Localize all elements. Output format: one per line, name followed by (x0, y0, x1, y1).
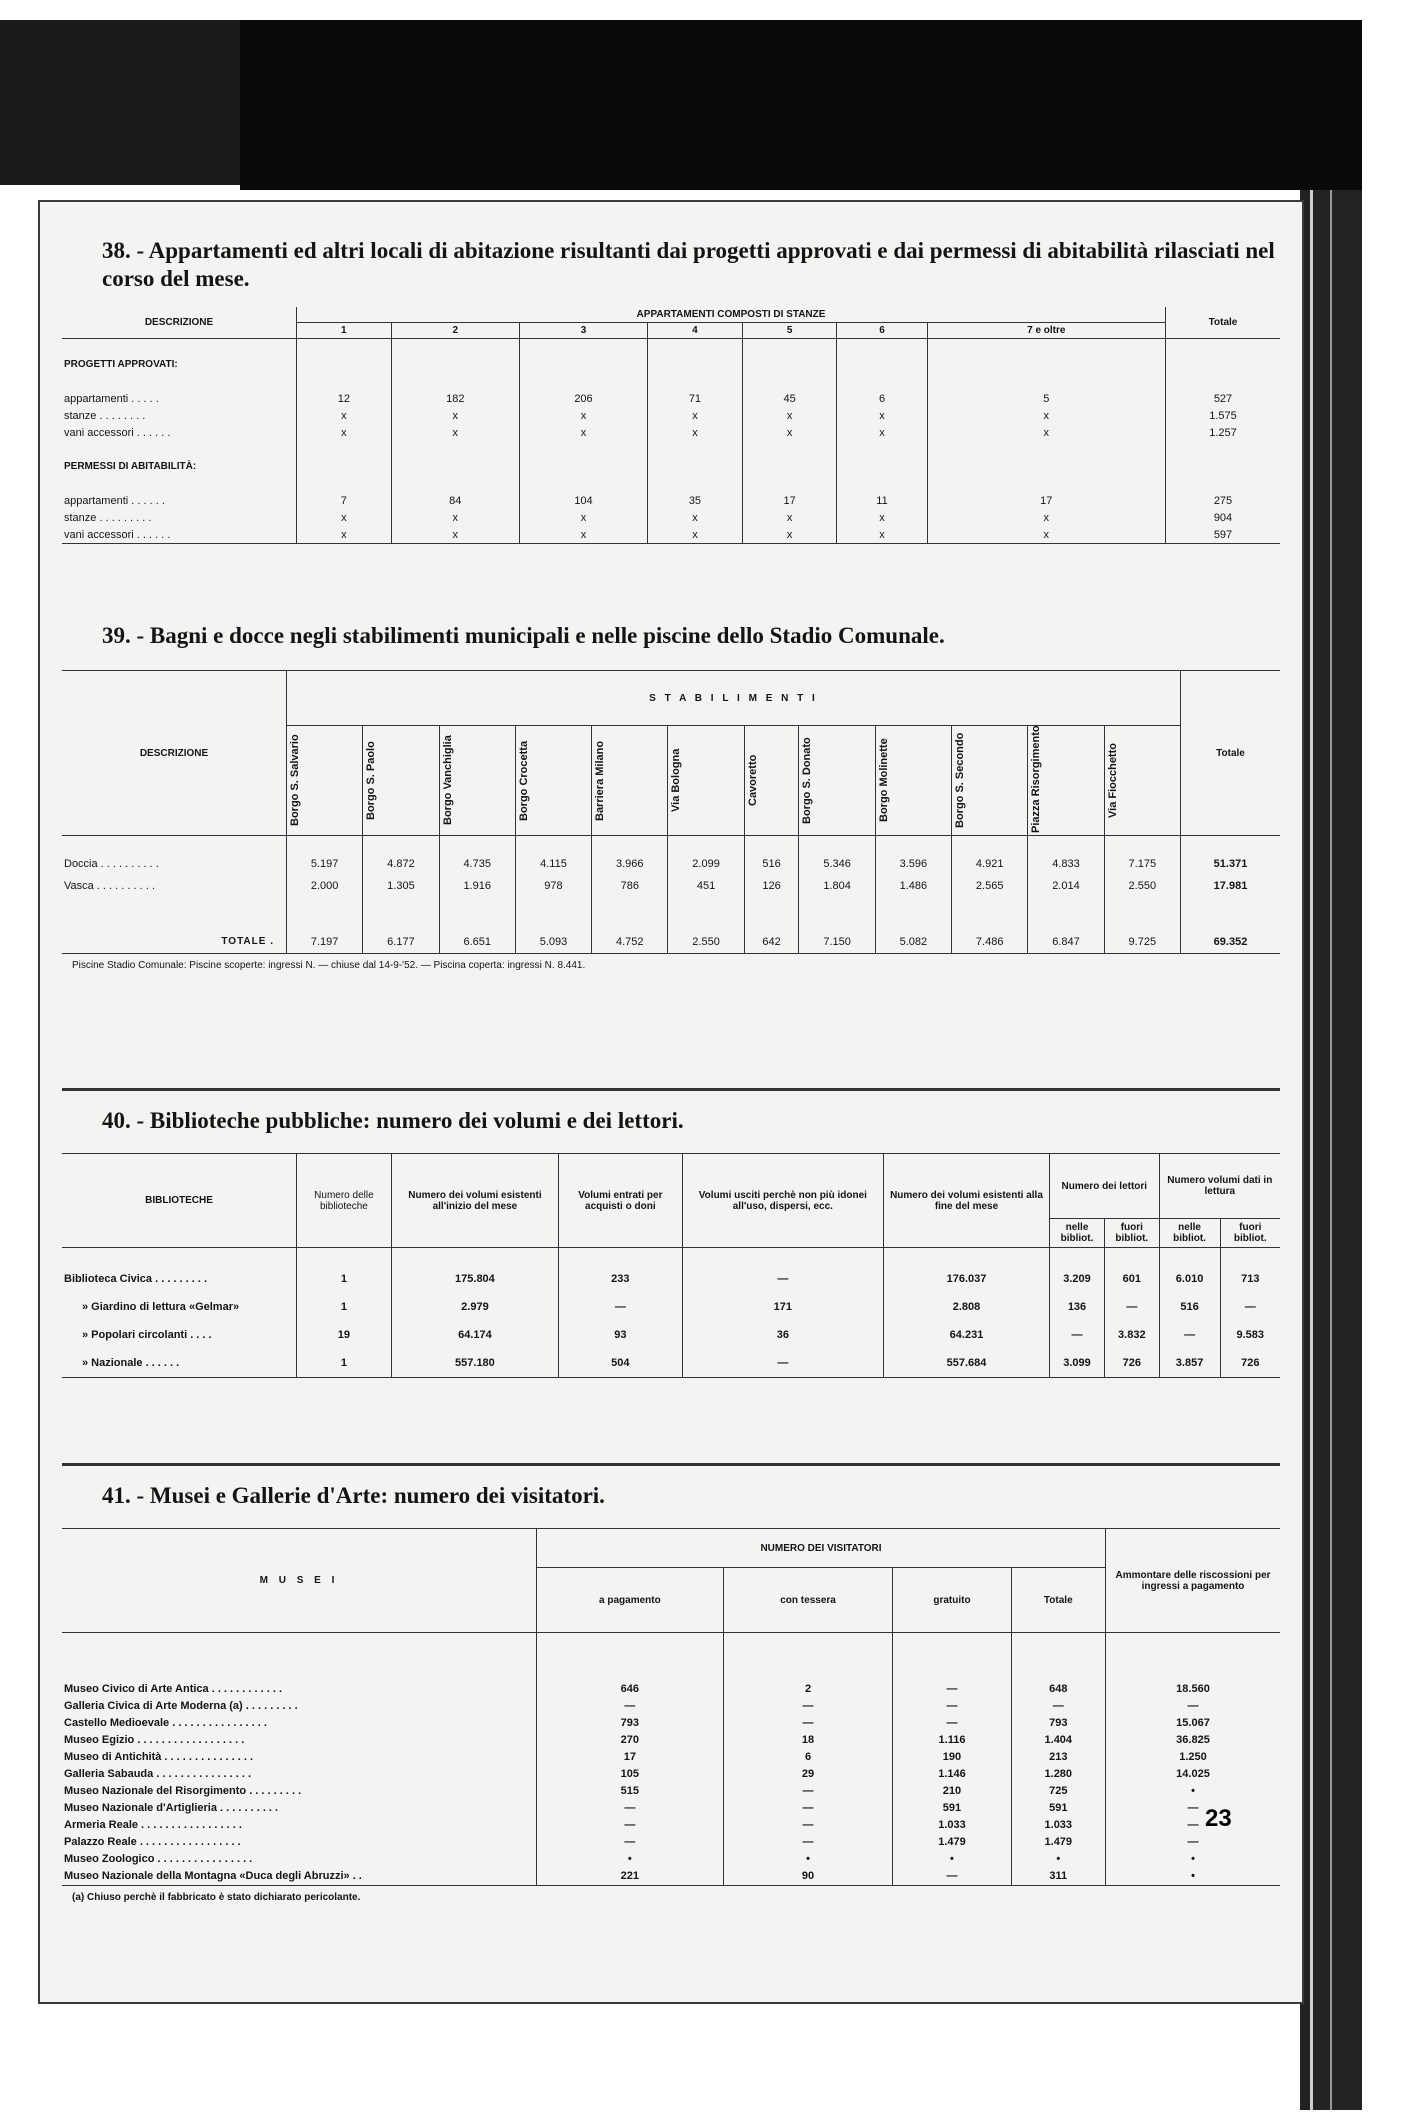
cell: 5.346 (799, 853, 875, 875)
cell: x (391, 509, 519, 526)
table-row (62, 1715, 1280, 1732)
cell: x (927, 509, 1165, 526)
col-header: 2 (391, 323, 519, 339)
cell: x (742, 509, 837, 526)
header-fuori: fuori bibliot. (1105, 1219, 1160, 1248)
cell: 4.735 (439, 853, 515, 875)
cell: x (837, 526, 927, 544)
col-header: 6 (837, 323, 927, 339)
cell: 2.014 (1028, 875, 1104, 897)
row-label: appartamenti . . . . . . (64, 494, 165, 507)
cell: 36 (682, 1321, 883, 1349)
cell-total: 69.352 (1181, 931, 1281, 953)
cell: 36.825 (1106, 1732, 1281, 1749)
row-label: Castello Medioevale . . . . . . . . . . . . . . . . (64, 1717, 267, 1729)
row-label: » Nazionale . . . . . . (82, 1356, 180, 1369)
cell: 35 (648, 492, 743, 509)
note-41: (a) Chiuso perchè il fabbricato è stato dichiarato pericolante. (72, 1891, 361, 1903)
header-nelle: nelle bibliot. (1159, 1219, 1220, 1248)
cell: 504 (559, 1349, 683, 1377)
cell: 601 (1105, 1265, 1160, 1293)
table-row (62, 1349, 1280, 1377)
header-totale: Totale (1166, 307, 1281, 339)
cell: 1.033 (1011, 1817, 1105, 1834)
cell: 6 (837, 390, 927, 407)
col-header: Cavoretto (746, 754, 759, 807)
cell: 7.150 (799, 931, 875, 953)
cell: 1.804 (799, 875, 875, 897)
page-number: 23 (1205, 1805, 1232, 1832)
cell: 9.725 (1104, 931, 1180, 953)
cell: 3.596 (875, 853, 951, 875)
group-title: PERMESSI DI ABITABILITÀ: (64, 461, 197, 472)
divider (62, 1463, 1280, 1466)
cell: 1 (297, 1265, 392, 1293)
cell: 3.099 (1049, 1349, 1104, 1377)
section-40-title: 40. - Biblioteche pubbliche: numero dei volumi e dei lettori. (102, 1108, 684, 1133)
cell: 190 (893, 1749, 1011, 1766)
cell: 17 (742, 492, 837, 509)
cell-total: 51.371 (1181, 853, 1281, 875)
cell: 1.116 (893, 1732, 1011, 1749)
cell: — (723, 1817, 893, 1834)
cell: 7.175 (1104, 853, 1180, 875)
section-38-title: 38. - Appartamenti ed altri locali di abitazione risultanti dai progetti approvati e dai permessi di abitabilità rilasciati nel corso del mese. (102, 238, 1275, 291)
cell: 7 (297, 492, 392, 509)
cell: x (391, 526, 519, 544)
cell: • (893, 1851, 1011, 1868)
section-39-title: 39. - Bagni e docce negli stabilimenti municipali e nelle piscine dello Stadio Comunale. (102, 623, 945, 648)
col-header: Borgo S. Salvario (289, 734, 301, 827)
cell: 591 (893, 1800, 1011, 1817)
cell: — (559, 1293, 683, 1321)
cell: 1.305 (363, 875, 439, 897)
cell: x (927, 407, 1165, 424)
header-descrizione: DESCRIZIONE (144, 317, 214, 328)
col-header: Borgo Molinette (877, 738, 890, 823)
row-label: » Popolari circolanti . . . . (82, 1329, 212, 1341)
cell: 4.872 (363, 853, 439, 875)
cell: — (1011, 1698, 1105, 1715)
row-label: Biblioteca Civica . . . . . . . . . (64, 1273, 208, 1285)
cell: x (519, 424, 647, 441)
cell: — (537, 1834, 724, 1851)
cell: 210 (893, 1783, 1011, 1800)
cell: 591 (1011, 1800, 1105, 1817)
row-label: appartamenti . . . . . (64, 392, 159, 405)
cell: x (742, 424, 837, 441)
header-totale: Totale (1011, 1568, 1105, 1633)
cell: — (723, 1783, 893, 1800)
col-header: Via Fiocchetto (1106, 743, 1119, 818)
table-row (62, 1834, 1280, 1851)
table-40 (62, 1153, 1280, 1378)
cell: 104 (519, 492, 647, 509)
cell: x (837, 424, 927, 441)
cell: 221 (537, 1868, 724, 1886)
cell: 1.479 (893, 1834, 1011, 1851)
cell: 786 (592, 875, 668, 897)
cell: 45 (742, 390, 837, 407)
cell: x (648, 424, 743, 441)
cell: 93 (559, 1321, 683, 1349)
cell: 213 (1011, 1749, 1105, 1766)
section-41-title: 41. - Musei e Gallerie d'Arte: numero dei visitatori. (102, 1483, 605, 1508)
cell: • (1106, 1868, 1281, 1886)
cell: 6 (723, 1749, 893, 1766)
header-ammontare: Ammontare delle riscossioni per ingressi a pagamento (1106, 1529, 1281, 1633)
row-label: Galleria Sabauda . . . . . . . . . . . . . . . . (64, 1768, 252, 1780)
col-header: Borgo Vanchiglia (441, 735, 454, 826)
table-row (62, 526, 1280, 544)
table-row (62, 853, 1280, 875)
cell: — (537, 1800, 724, 1817)
total-row (62, 931, 1280, 953)
cell: x (519, 526, 647, 544)
cell: 516 (744, 853, 799, 875)
cell: — (723, 1715, 893, 1732)
header-visitatori: NUMERO DEI VISITATORI (537, 1529, 1106, 1568)
col-header: Via Bologna (670, 748, 683, 813)
cell: — (723, 1800, 893, 1817)
cell: x (297, 407, 392, 424)
cell: 105 (537, 1766, 724, 1783)
cell: 171 (682, 1293, 883, 1321)
table-row (62, 1698, 1280, 1715)
header-biblioteche: BIBLIOTECHE (145, 1195, 213, 1206)
cell: 1.033 (893, 1817, 1011, 1834)
table-row (62, 1800, 1280, 1817)
cell: • (1106, 1851, 1281, 1868)
cell: 1 (297, 1293, 392, 1321)
header-pagamento: a pagamento (537, 1568, 724, 1633)
row-label: Museo Nazionale del Risorgimento . . . . . . . . . (64, 1785, 302, 1797)
cell: 18 (723, 1732, 893, 1749)
row-label: Museo di Antichità . . . . . . . . . . . . . . . (64, 1751, 254, 1763)
row-label: Vasca . . . . . . . . . . (64, 880, 155, 892)
cell: • (1011, 1851, 1105, 1868)
cell: 12 (297, 390, 392, 407)
cell: — (1159, 1321, 1220, 1349)
table-row (62, 1851, 1280, 1868)
header-appartamenti: APPARTAMENTI COMPOSTI DI STANZE (297, 307, 1166, 323)
cell: 515 (537, 1783, 724, 1800)
table-row (62, 1265, 1280, 1293)
table-row (62, 875, 1280, 897)
cell: x (837, 407, 927, 424)
cell: 1.146 (893, 1766, 1011, 1783)
header-fuori: fuori bibliot. (1220, 1219, 1280, 1248)
cell: — (723, 1834, 893, 1851)
table-row (62, 1749, 1280, 1766)
cell: — (1106, 1800, 1281, 1817)
row-label: stanze . . . . . . . . . (64, 511, 152, 524)
cell: 17 (537, 1749, 724, 1766)
cell: 1.250 (1106, 1749, 1281, 1766)
cell: 2.979 (391, 1293, 558, 1321)
cell: — (537, 1817, 724, 1834)
col-header: Barriera Milano (594, 740, 607, 821)
header-tessera: con tessera (723, 1568, 893, 1633)
cell: 725 (1011, 1783, 1105, 1800)
cell: 5.093 (515, 931, 591, 953)
cell: 646 (537, 1681, 724, 1698)
cell: 182 (391, 390, 519, 407)
cell: 270 (537, 1732, 724, 1749)
cell: x (391, 424, 519, 441)
cell: 726 (1105, 1349, 1160, 1377)
table-row (62, 407, 1280, 424)
cell: 6.847 (1028, 931, 1104, 953)
col-header: 1 (297, 323, 392, 339)
row-label: stanze . . . . . . . . (64, 409, 146, 422)
cell: 206 (519, 390, 647, 407)
section-40 (62, 1082, 1280, 1378)
note-39: Piscine Stadio Comunale: Piscine scoperte: ingressi N. — chiuse dal 14-9-'52. — Piscina coperta: ingressi N. 8.441. (72, 959, 586, 971)
row-label: vani accessori . . . . . . (64, 528, 171, 541)
row-label: vani accessori . . . . . . (64, 426, 171, 439)
cell: — (1106, 1834, 1281, 1851)
cell: 4.752 (592, 931, 668, 953)
cell: 1.916 (439, 875, 515, 897)
table-39 (62, 670, 1280, 954)
row-label: Galleria Civica di Arte Moderna (a) . . . . . . . . . (64, 1700, 298, 1712)
row-label: Palazzo Reale . . . . . . . . . . . . . . . . . (64, 1836, 241, 1848)
cell: 64.231 (884, 1321, 1050, 1349)
cell: 1 (297, 1349, 392, 1377)
cell: 2.099 (668, 853, 744, 875)
header-totale: Totale (1181, 671, 1281, 836)
cell: 175.804 (391, 1265, 558, 1293)
cell-total: 527 (1166, 390, 1281, 407)
cell-total: 904 (1166, 509, 1281, 526)
cell: 793 (1011, 1715, 1105, 1732)
table-row (62, 492, 1280, 509)
cell: — (537, 1698, 724, 1715)
section-39 (62, 622, 1280, 971)
row-label: Doccia . . . . . . . . . . (64, 858, 159, 870)
table-38 (62, 307, 1280, 544)
cell-total: 1.257 (1166, 424, 1281, 441)
cell: — (1105, 1293, 1160, 1321)
table-row (62, 1817, 1280, 1834)
cell: 1.280 (1011, 1766, 1105, 1783)
table-row (62, 1766, 1280, 1783)
header-vol-in: Volumi entrati per acquisti o doni (559, 1154, 683, 1248)
cell: 7.197 (287, 931, 363, 953)
row-label: Museo Zoologico . . . . . . . . . . . . . . . . (64, 1853, 253, 1865)
cell: 2.000 (287, 875, 363, 897)
row-label: Museo Civico di Arte Antica . . . . . . . . . . . . (64, 1683, 283, 1695)
group-title: PROGETTI APPROVATI: (64, 359, 178, 370)
cell: • (537, 1851, 724, 1868)
cell: 557.180 (391, 1349, 558, 1377)
cell: 233 (559, 1265, 683, 1293)
cell: 713 (1220, 1265, 1280, 1293)
cell: 557.684 (884, 1349, 1050, 1377)
divider (62, 1088, 1280, 1091)
col-header: 4 (648, 323, 743, 339)
cell: 3.832 (1105, 1321, 1160, 1349)
cell: 1.486 (875, 875, 951, 897)
cell: — (893, 1715, 1011, 1732)
cell: x (391, 407, 519, 424)
header-numero: Numero delle biblioteche (297, 1154, 392, 1248)
cell: 726 (1220, 1349, 1280, 1377)
table-row (62, 1293, 1280, 1321)
table-row (62, 1783, 1280, 1800)
cell: • (1106, 1783, 1281, 1800)
col-header: Borgo S. Secondo (954, 732, 967, 829)
cell: x (742, 407, 837, 424)
header-dati: Numero volumi dati in lettura (1159, 1154, 1280, 1219)
table-row (62, 509, 1280, 526)
cell: 4.115 (515, 853, 591, 875)
cell: 642 (744, 931, 799, 953)
col-header: Piazza Risorgimento (1030, 725, 1043, 833)
cell: 5 (927, 390, 1165, 407)
cell: 84 (391, 492, 519, 509)
table-row (62, 1868, 1280, 1886)
cell: x (648, 526, 743, 544)
cell: x (297, 526, 392, 544)
cell: x (648, 509, 743, 526)
cell: 6.010 (1159, 1265, 1220, 1293)
cell: x (519, 407, 647, 424)
cell: x (837, 509, 927, 526)
cell: 14.025 (1106, 1766, 1281, 1783)
col-header: 3 (519, 323, 647, 339)
cell: 64.174 (391, 1321, 558, 1349)
cell: 311 (1011, 1868, 1105, 1886)
cell: — (682, 1349, 883, 1377)
cell: 2.550 (668, 931, 744, 953)
col-header: Borgo S. Donato (801, 737, 814, 824)
cell: 18.560 (1106, 1681, 1281, 1698)
cell: x (742, 526, 837, 544)
row-label: Museo Egizio . . . . . . . . . . . . . . . . . . (64, 1734, 245, 1746)
header-stabilimenti: S T A B I L I M E N T I (287, 671, 1181, 726)
cell: x (519, 509, 647, 526)
cell: — (723, 1698, 893, 1715)
col-header: Borgo Crocetta (517, 740, 530, 821)
table-row (62, 1321, 1280, 1349)
row-label: Museo Nazionale della Montagna «Duca degli Abruzzi» . . (64, 1870, 362, 1882)
cell: 1.479 (1011, 1834, 1105, 1851)
cell: 126 (744, 875, 799, 897)
cell: 2.565 (952, 875, 1028, 897)
cell: 2.550 (1104, 875, 1180, 897)
cell: 4.833 (1028, 853, 1104, 875)
cell: 978 (515, 875, 591, 897)
col-header: 5 (742, 323, 837, 339)
table-row (62, 1681, 1280, 1698)
cell: 1.404 (1011, 1732, 1105, 1749)
cell: 136 (1049, 1293, 1104, 1321)
total-label: TOTALE . (221, 936, 274, 948)
header-descrizione: DESCRIZIONE (139, 747, 209, 759)
cell-total: 597 (1166, 526, 1281, 544)
cell-total: 1.575 (1166, 407, 1281, 424)
cell: 15.067 (1106, 1715, 1281, 1732)
cell: 793 (537, 1715, 724, 1732)
row-label: Armeria Reale . . . . . . . . . . . . . . . . . (64, 1819, 242, 1831)
cell: — (893, 1698, 1011, 1715)
cell: 17 (927, 492, 1165, 509)
col-header: 7 e oltre (927, 323, 1165, 339)
header-vol-end: Numero dei volumi esistenti alla fine del mese (884, 1154, 1050, 1248)
header-nelle: nelle bibliot. (1049, 1219, 1104, 1248)
header-lettori: Numero dei lettori (1049, 1154, 1159, 1219)
section-38 (62, 237, 1280, 544)
header-vol-out: Volumi usciti perchè non più idonei all'uso, dispersi, ecc. (682, 1154, 883, 1248)
cell: 2.808 (884, 1293, 1050, 1321)
cell: 9.583 (1220, 1321, 1280, 1349)
cell: — (1106, 1698, 1281, 1715)
cell: 648 (1011, 1681, 1105, 1698)
cell: 19 (297, 1321, 392, 1349)
cell: — (893, 1681, 1011, 1698)
cell: 11 (837, 492, 927, 509)
cell: — (893, 1868, 1011, 1886)
cell: 3.857 (1159, 1349, 1220, 1377)
cell: 90 (723, 1868, 893, 1886)
cell: 2 (723, 1681, 893, 1698)
cell: 451 (668, 875, 744, 897)
cell: 5.082 (875, 931, 951, 953)
cell: 4.921 (952, 853, 1028, 875)
cell: • (723, 1851, 893, 1868)
cell: — (1106, 1817, 1281, 1834)
cell: x (927, 526, 1165, 544)
row-label: » Giardino di lettura «Gelmar» (82, 1301, 240, 1313)
header-vol-init: Numero dei volumi esistenti all'inizio del mese (391, 1154, 558, 1248)
scan-dark-top (240, 20, 1362, 190)
cell: x (297, 509, 392, 526)
table-row (62, 390, 1280, 407)
table-41 (62, 1528, 1280, 1886)
cell: 6.651 (439, 931, 515, 953)
cell: 7.486 (952, 931, 1028, 953)
header-musei: M U S E I (259, 1575, 339, 1586)
section-41 (62, 1457, 1280, 1903)
cell: x (648, 407, 743, 424)
row-label: Museo Nazionale d'Artiglieria . . . . . . . . . . (64, 1802, 279, 1814)
scan-binding-edge (1300, 190, 1362, 2110)
cell: 6.177 (363, 931, 439, 953)
cell: 71 (648, 390, 743, 407)
cell: 3.209 (1049, 1265, 1104, 1293)
cell: — (1049, 1321, 1104, 1349)
cell: 176.037 (884, 1265, 1050, 1293)
cell: x (297, 424, 392, 441)
cell: — (1220, 1293, 1280, 1321)
cell: 3.966 (592, 853, 668, 875)
cell: 29 (723, 1766, 893, 1783)
table-row (62, 1732, 1280, 1749)
cell-total: 275 (1166, 492, 1281, 509)
cell: x (927, 424, 1165, 441)
cell: 5.197 (287, 853, 363, 875)
header-gratuito: gratuito (893, 1568, 1011, 1633)
document-page (38, 200, 1304, 2004)
cell: — (682, 1265, 883, 1293)
cell: 516 (1159, 1293, 1220, 1321)
cell-total: 17.981 (1181, 875, 1281, 897)
col-header: Borgo S. Paolo (365, 741, 378, 820)
table-row (62, 424, 1280, 441)
